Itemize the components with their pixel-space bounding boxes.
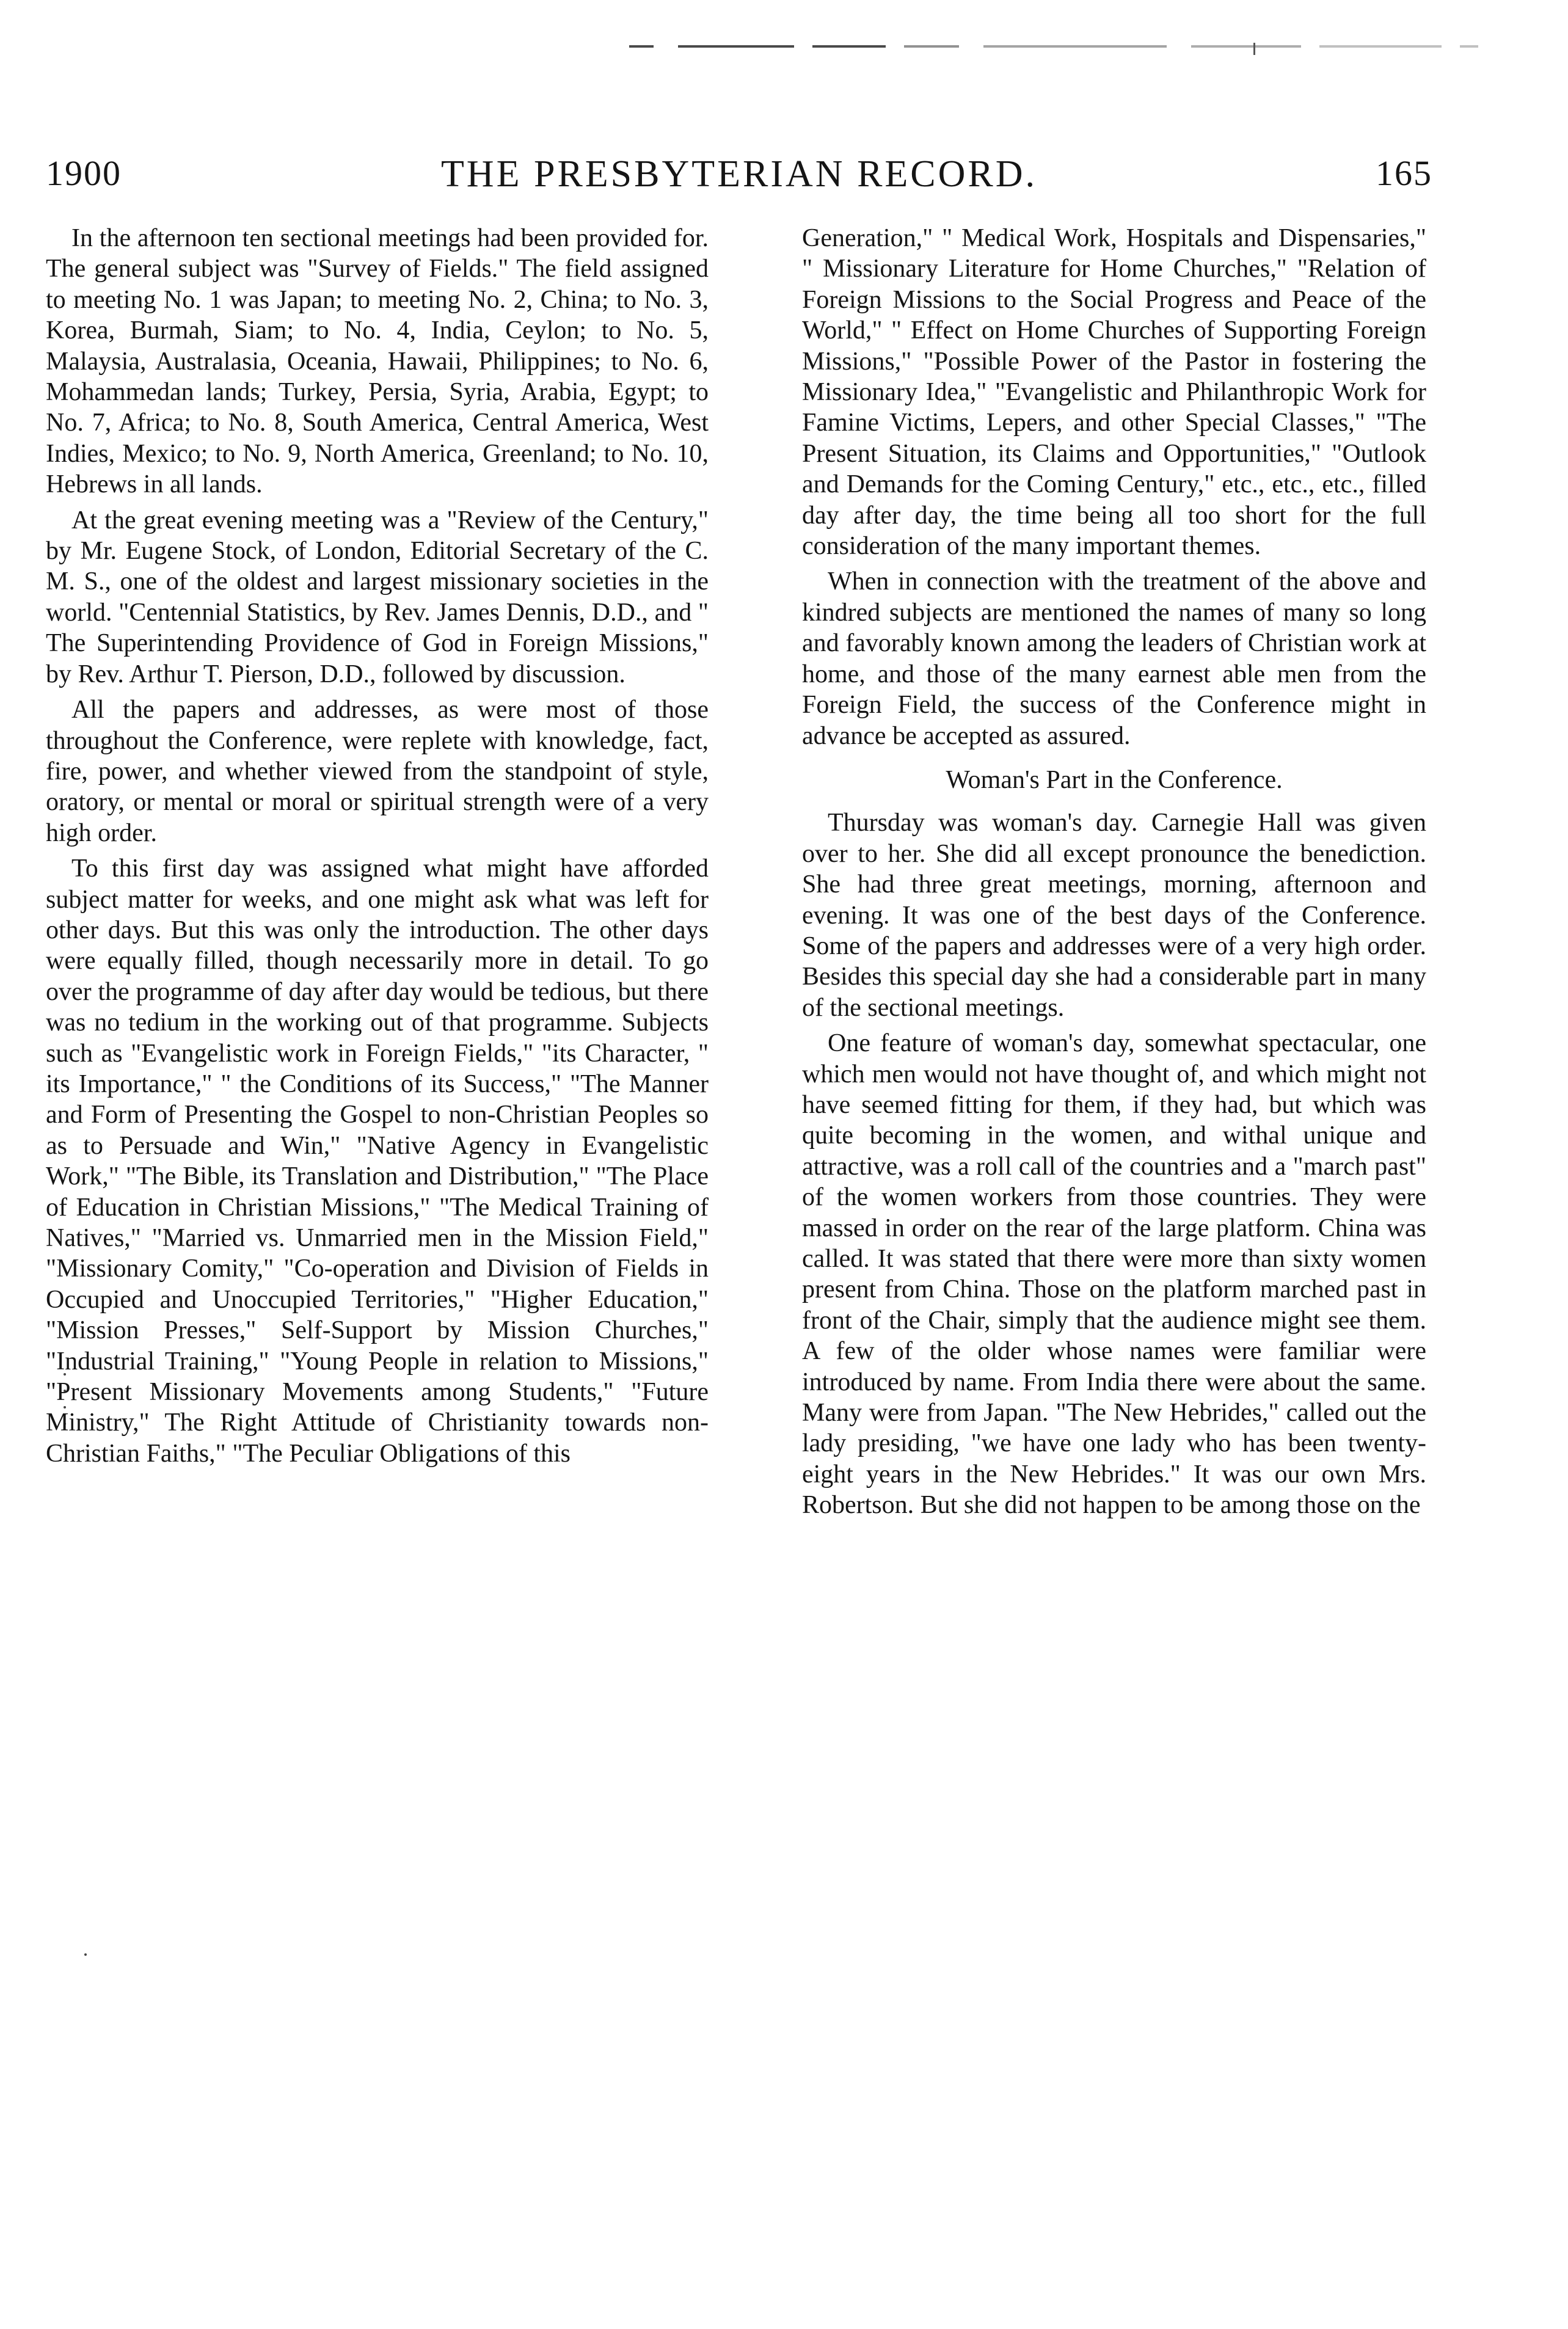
scan-artifact-line: [1319, 45, 1442, 48]
paragraph: All the papers and addresses, as were most of those throughout the Conference, were replete with knowledge, fact, fire, power, and whether viewed from the standpoint of style, oratory, or mental or moral or spiritual strength were of a very high order.: [46, 696, 709, 847]
page-number: 165: [1376, 153, 1432, 193]
scan-artifact-line: [812, 45, 886, 48]
paragraph: In the afternoon ten sectional meetings had been provided for. The general subject was "Survey of Fields." The field assigned to meeting No. 1 was Japan; to meeting No. 2, China; to No. 3, Korea, Burmah, Siam; to No. 4, India, Ceylon; to No. 5, Malaysia, Australasia, Oceania, Hawaii, Philippines; to No. 6, Mohammedan lands; Turkey, Persia, Syria, Arabia, Egypt; to No. 7, Africa; to No. 8, South America, Central America, West Indies, Mexico; to No. 9, North America, Greenland; to No. 10, Hebrews in all lands.: [46, 224, 709, 499]
paragraph: At the great evening meeting was a "Review of the Century," by Mr. Eugene Stock, of London, Editorial Secretary of the C. M. S., one of the oldest and largest missionary societies in the world. "Centennial Statistics, by Rev. James Dennis, D.D., and " The Superintending Providence of God in Foreign Missions," by Rev. Arthur T. Pierson, D.D., followed by discussion.: [46, 506, 709, 688]
scan-artifact-line: [1460, 45, 1478, 48]
header-year: 1900: [46, 153, 122, 193]
scan-artifact-line: [904, 45, 959, 48]
publication-title: THE PRESBYTERIAN RECORD.: [440, 153, 1038, 195]
running-header: [46, 153, 1432, 202]
paragraph: Thursday was woman's day. Carnegie Hall was given over to her. She did all except pronounce the benediction. She had three great meetings, morning, afternoon and evening. It was one of the best days of the Conference. Some of the papers and addresses were of a very high order. Besides this special day she had a considerable part in many of the sectional meetings.: [802, 809, 1426, 1022]
paragraph: Generation," " Medical Work, Hospitals and Dispensaries," " Missionary Literature for Home Churches," "Relation of Foreign Missions to the Social Progress and Peace of the World," " Effect on Home Churches of Supporting Foreign Missions," "Possible Power of the Pastor in fostering the Missionary Idea," "Evangelistic and Philanthropic Work for Famine Victims, Lepers, and other Special Classes," "The Present Situation, its Claims and Opportunities," "Outlook and Demands for the Coming Century," etc., etc., etc., filled day after day, the time being all too short for the full consideration of the many important themes.: [802, 224, 1426, 561]
paragraph: To this first day was assigned what might have afforded subject matter for weeks, and one might ask what was left for other days. But this was only the introduction. The other days were equally filled, though necessarily more in detail. To go over the programme of day after day would be tedious, but there was no tedium in the working out of that programme. Subjects such as "Evangelistic work in Foreign Fields," "its Character, " its Importance," " the Conditions of its Success," "The Manner and Form of Presenting the Gospel to non-Christian Peoples so as to Persuade and Win," "Native Agency in Evangelistic Work," "The Bible, its Translation and Distribution," "The Place of Education in Christian Missions," "The Medical Training of Natives," "Married vs. Unmarried men in the Mission Field," "Missionary Comity," "Co-operation and Division of Fields in Occupied and Unoccupied Territories," "Higher Education," "Mission Presses," Self-Support by Mission Churches," "Industrial Training," "Young People in relation to Missions," "Present Missionary Movements among Students," "Future Ministry," The Right Attitude of Christianity towards non-Christian Faiths," "The Peculiar Obligations of this: [46, 855, 709, 1468]
scan-artifact-line: [1191, 45, 1301, 48]
paragraph: One feature of woman's day, somewhat spectacular, one which men would not have thought of, and which might not have seemed fitting for them, if they had, but which was quite becoming in the women, and withal unique and attractive, was a roll call of the countries and a "march past" of the women workers from those countries. They were massed in order on the rear of the large platform. China was called. It was stated that there were more than sixty women present from China. Those on the platform marched past in front of the Chair, simply that the audience might see them. A few of the older whose names were familiar were introduced by name. From India there were about the same. Many were from Japan. "The New Hebrides," called out the lady presiding, "we have one lady who has been twenty-eight years in the New Hebrides." It was our own Mrs. Robertson. But she did not happen to be among those on the: [802, 1029, 1426, 1520]
scan-artifact-line: [629, 45, 654, 48]
left-column: [46, 223, 709, 1474]
right-column: [802, 223, 1426, 1526]
scan-artifact-line: [678, 45, 794, 48]
margin-speck: [84, 1953, 87, 1956]
scan-artifact-line: [983, 45, 1167, 48]
paragraph: When in connection with the treatment of the above and kindred subjects are mentioned the names of many so long and favorably known among the leaders of Christian work at home, and those of the many earnest able men from the Foreign Field, the success of the Conference might in advance be accepted as assured.: [802, 567, 1426, 750]
scan-artifact-tick: [1253, 43, 1255, 55]
section-subheading: Woman's Part in the Conference.: [946, 765, 1283, 794]
